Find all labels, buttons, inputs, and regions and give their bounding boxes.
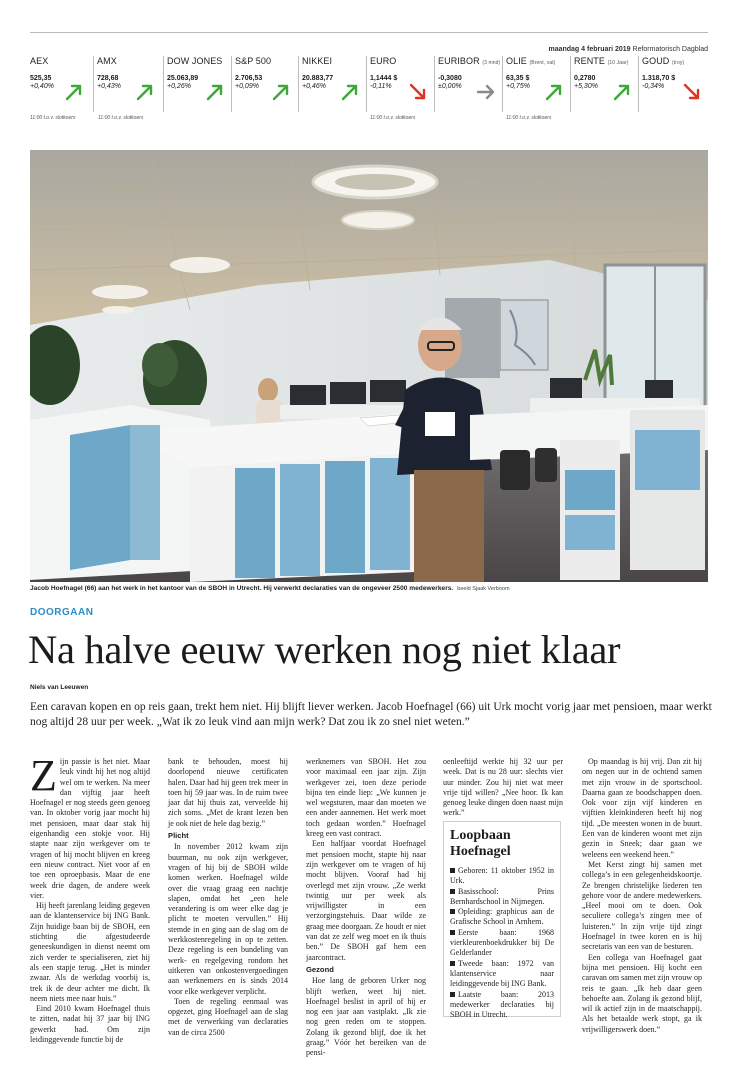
article-lead: Een caravan kopen en op reis gaan, trekt hem niet. Hij blijft liever werken. Jacob Hoefnagel (66) uit Urk mocht vorig jaar met pensioen, maar werkt nog altijd 28 uur per week. „Wat ik zo leuk vind aan mijn werk? Dat zou ik zo snel niet weten.” [30,701,712,728]
paragraph: Hoe lang de geboren Urker nog blijft werken, weet hij niet. Hoefnagel beslist in april of hij er nog een jaar aan vastplakt. „Ik zie nog geen reden om te stoppen. Zolang ik gezond blijf, doe ik het graag.” Vóór het bereiken van de pensi- [306,976,426,1058]
paragraph: Hij heeft jarenlang leiding gegeven aan de klantenservice bij ING Bank. Zijn huidige baan bij de SBOH, een stichting die afgestudeerde geneeskundigen in dienst neemt om zich verder te specialiseren, ziet hij als een stapje terug. „Het is minder zwaar. Als de werkdag voorbij is, trek ik de deur achter me dicht. Ik neem niets mee naar huis.” [30,901,150,1003]
article-column-2 [168,757,288,1038]
infobox-item: Basisschool: Prins Bernhardschool in Nijmegen. [450,886,554,906]
infobox-item: Opleiding: graphicus aan de Grafische School in Arnhem. [450,907,554,927]
paragraph: Op maandag is hij vrij. Dan zit hij om negen uur in de ochtend samen met zijn vrouw in de sportschool. Daarna gaan ze boodschappen doen. Ook voor zijn vijf kinderen en vijftien kleinkinderen heeft hij nog tijd. „De meesten wonen in de buurt. Een van de kinderen woont met zijn gezin in Sneek; daar gaan we weleens een weekend heen.” [582,757,702,859]
article-column-1 [30,751,150,1045]
subheading: Plicht [168,831,189,841]
ticker-name: AEX [30,56,49,66]
ticker-change: +0,43% [97,83,121,90]
infobox-item: Geboren: 11 oktober 1952 in Urk. [450,866,554,886]
caption-text: Jacob Hoefnagel (66) aan het werk in het kantoor van de SBOH in Utrecht. Hij verwerkt declaraties van de ongeveer 2500 medewerkers. [30,585,454,592]
ticker-value: 728,68 [97,75,119,82]
ticker-value: 0,2780 [574,75,596,82]
bullet-square-icon [450,868,455,873]
ticker-name: S&P 500 [235,56,272,66]
ticker-change: +0,46% [302,83,326,90]
ticker-change: -0,11% [370,83,392,90]
arrow-up-icon [205,82,225,102]
ticker-value: 25.063,89 [167,75,199,82]
ticker-name: RENTE (10 Jaar) [574,56,629,66]
paragraph: Een collega van Hoefnagel gaat bijna met pensioen. Hij kocht een caravan om samen met zijn vrouw op reis te gaan. „Ik heb daar geen behoefte aan. Zolang ik gezond blijf, wil ik actief zijn in de maatschappij. Als het betaalde werk stopt, ga ik vrijwilligerswerk doen.” [582,952,702,1034]
ticker-note: 11:00 t.o.v. slotkoers [98,115,144,121]
bullet-square-icon [450,909,455,914]
ticker-note: 11:00 t.o.v. slotkoers [30,115,76,121]
ticker-item [163,56,231,112]
infobox-title: Loopbaan Hoefnagel [450,828,511,859]
arrow-up-icon [135,82,155,102]
ticker-change: +0,26% [167,83,191,90]
arrow-right-icon [476,82,496,102]
article-kicker: DOORGAAN [30,607,94,618]
ticker-value: 525,35 [30,75,52,82]
ticker-value: 2.706,53 [235,75,263,82]
article-column-5 [582,757,702,1035]
paragraph: bank te behouden, moest hij doorlopend nieuwe certificaten halen. Daar had hij geen trek meer in toen hij 59 jaar was. In de ruim twee jaar dat hij thuis zat, verveelde hij zich soms. „Met de krant lezen ben je ook niet de hele dag bezig.” [168,757,288,828]
ticker-change: -0,34% [642,83,665,90]
bullet-square-icon [450,930,455,935]
ticker-item [30,56,90,112]
ticker-change: ±0,00% [438,83,462,90]
ticker-name: AMX [97,56,117,66]
arrow-up-icon [64,82,84,102]
ticker-value: 1,1444 $ [370,75,398,82]
ticker-note: 11:00 t.o.v. slotkoers [506,115,552,121]
infobox-item: Tweede baan: 1972 van klantenservice naar leidinggevende bij ING Bank. [450,958,554,989]
infobox-item: Eerste baan: 1968 vierkleurenboekdrukker bij De Gelderlander [450,927,554,958]
ticker-item [434,56,502,112]
paragraph: Eind 2010 kwam Hoefnagel thuis te zitten, nadat hij 37 jaar bij ING gewerkt had. Om zijn leidinggevende functie bij de [30,1004,150,1045]
ticker-value: 20.883,77 [302,75,334,82]
arrow-down-icon [408,82,428,102]
career-infobox [443,821,561,1020]
paragraph: In november 2012 kwam zijn buurman, nu ook zijn werkgever, vragen of hij bij de SBOH wilde komen werken. Hoefnagel wilde over die vraag graag een nachtje slapen, omdat het „een hele verandering is om weer elke dag je plicht te moeten vervullen.” Hij stemde in en ging aan de slag om de werkkostenregeling in op te zetten. Deze regeling is een bundeling van werk- en regelgeving rondom het uitkeren van onkostenvergoedingen aan werknemers en is sinds 2014 voor elke werkgever verplicht. [168,842,288,996]
ticker-item [366,56,434,112]
paragraph: Een halfjaar voordat Hoefnagel met pensioen mocht, stapte hij naar zijn werkgever om te vragen of hij mocht blijven. Vooraf had hij overlegd met zijn vrouw. „Ze werkt twintig uur per week als vrijwilligster in een verzorgingstehuis. Daar wilde ze graag mee doorgaan. Ze houdt er niet van dat ze zelf weg moet en ik thuis ben.” De SBOH gaf hem een jaarcontract. [306,839,426,962]
infobox-item: Laatste baan: 2013 medewerker declaraties bij SBOH in Utrecht. [450,989,554,1020]
ticker-name: EURO [370,56,397,66]
dateline [548,46,708,53]
ticker-item [638,56,708,112]
paragraph: oenleeftijd werkte hij 32 uur per week. Dat is nu 28 uur: slechts vier uur minder. Zou hij niet wat meer vrije tijd willen? „Nee hoor. Ik kan genoeg leuke dingen doen naast mijn werk.” [443,757,563,818]
ticker-change: +0,75% [506,83,530,90]
photo-credit: beeld Sjaak Verboom [457,586,510,592]
ticker-note: 11:00 t.o.v. slotkoers [370,115,416,121]
market-ticker [30,56,708,126]
arrow-up-icon [612,82,632,102]
ticker-change: +0,09% [235,83,259,90]
article-column-4 [443,757,563,819]
top-rule [30,32,708,33]
paragraph: Toen de regeling eenmaal was opgezet, ging Hoefnagel aan de slag met de verwerking van declaraties van de circa 2500 [168,996,288,1037]
ticker-change: +0,40% [30,83,54,90]
ticker-item [93,56,161,112]
drop-cap: Z [30,751,57,800]
ticker-name: EURIBOR (3 mnd) [438,56,501,66]
article-headline: Na halve eeuw werken nog niet klaar [28,627,621,672]
paragraph: Met Kerst zingt hij samen met collega’s in een gelegenheidskoortje. Ze brengen christelijke liederen ten gehore voor de andere medewerkers. „Heel mooi om te doen. Ook seculiere collega’s zingen mee of luisteren.” In zijn vrije tijd zingt Hoefnagel in twee koren en is hij secretaris van een van de besturen. [582,859,702,952]
issue-date: maandag 4 februari 2019 [548,46,631,53]
ticker-item [231,56,297,112]
bullet-square-icon [450,992,455,997]
ticker-name: NIKKEI [302,56,333,66]
subheading: Gezond [306,964,334,974]
ticker-name: GOUD (troy) [642,56,685,66]
ticker-item [298,56,366,112]
arrow-up-icon [271,82,291,102]
ticker-value: 63,35 $ [506,75,530,82]
article-photo [30,150,708,582]
ticker-item [570,56,638,112]
arrow-up-icon [340,82,360,102]
arrow-up-icon [544,82,564,102]
ticker-item [502,56,570,112]
photo-caption [30,585,510,592]
ticker-change: +5,30% [574,83,598,90]
bullet-square-icon [450,889,455,894]
arrow-down-icon [682,82,702,102]
ticker-name: DOW JONES [167,56,223,66]
ticker-name: OLIE (Brent, vat) [506,56,556,66]
ticker-value: 1.318,70 $ [642,75,676,82]
article-column-3 [306,757,426,1059]
ticker-value: -0,3080 [438,75,462,82]
article-byline: Niels van Leeuwen [30,684,89,691]
office-photo-illustration [30,150,708,582]
newspaper-name: Reformatorisch Dagblad [632,46,708,53]
paragraph: ijn passie is het niet. Maar leuk vindt hij het nog altijd wel om te werken. Na meer dan vijftig jaar heeft Hoefnagel er nog steeds geen genoeg van. In oktober vorig jaar mocht hij met pensioen, maar daar stak hij eigenhandig een stokje voor. Hij stapte naar zijn werkgever om te vragen of hij mocht blijven en kreeg een nieuw contract. Niet voor af en toe een oproepbasis. Maar de ene week drie dagen, de andere week vier. [30,757,150,900]
paragraph: werknemers van SBOH. Het zou voor maximaal een jaar zijn. Zijn werkgever zei, toen deze periode bijna ten einde liep: „We kunnen je wel wegsturen, maar dan moeten we een ander aannemen. Het werk moet toch gedaan worden.” Hoefnagel kreeg een vast contract. [306,757,426,839]
bullet-square-icon [450,961,455,966]
